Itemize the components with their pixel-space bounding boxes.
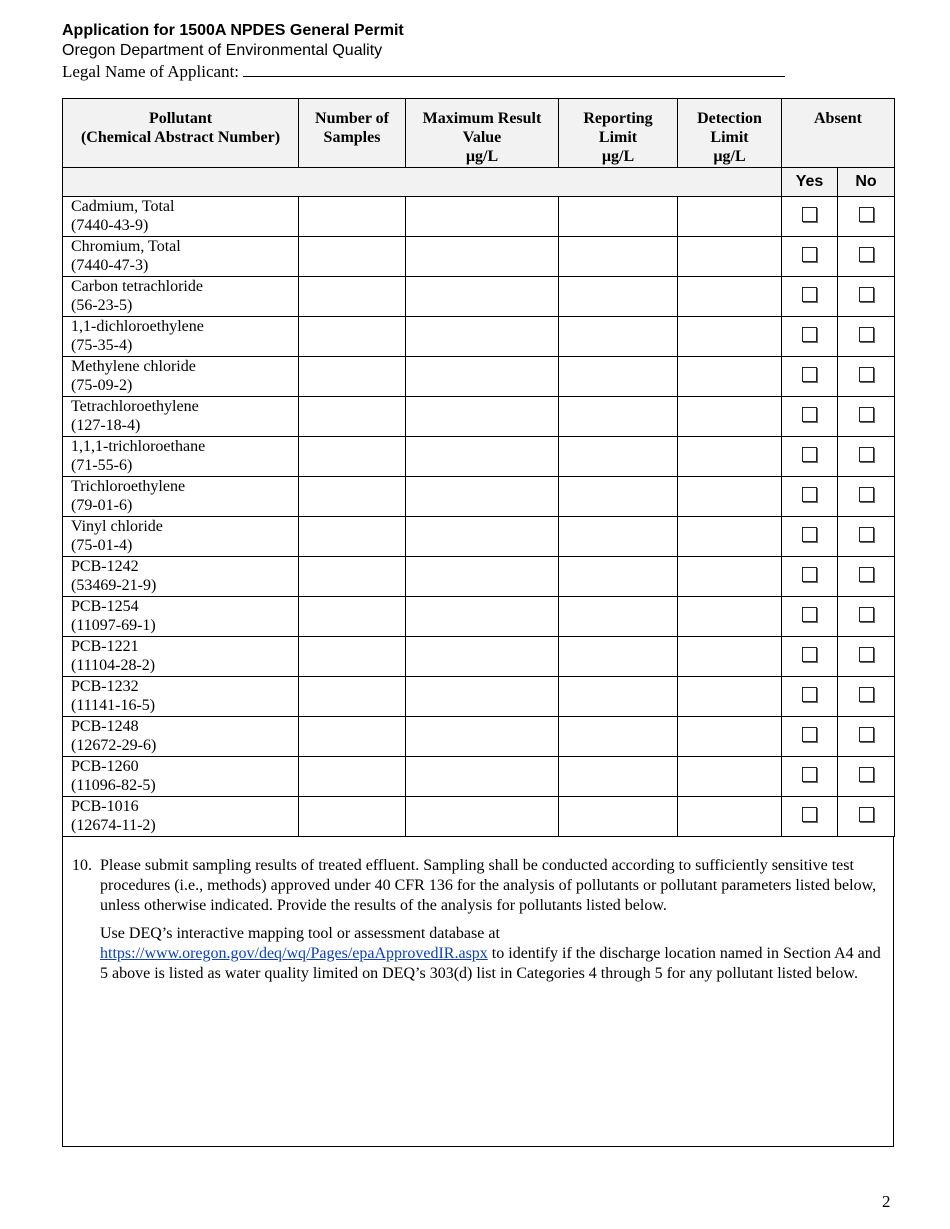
header-no: No <box>838 168 895 197</box>
max-result-input[interactable] <box>406 437 559 477</box>
absent-no-checkbox[interactable] <box>859 727 874 742</box>
absent-yes-checkbox[interactable] <box>802 527 817 542</box>
pollutant-row <box>63 477 895 517</box>
samples-input[interactable] <box>299 797 406 837</box>
instructions-paragraph-2 <box>100 924 890 984</box>
pollutant-name: 1,1-dichloroethylene <box>71 318 204 335</box>
detection-limit-input[interactable] <box>678 237 782 277</box>
pollutant-name: PCB-1254 <box>71 598 139 615</box>
header-reporting-line1: Reporting <box>583 110 653 127</box>
absent-no-cell <box>838 397 895 437</box>
pollutant-name: Cadmium, Total <box>71 198 175 215</box>
absent-no-cell <box>838 557 895 597</box>
max-result-input[interactable] <box>406 757 559 797</box>
absent-no-checkbox[interactable] <box>859 287 874 302</box>
pollutant-name: 1,1,1-trichloroethane <box>71 438 206 455</box>
absent-no-cell <box>838 357 895 397</box>
samples-input[interactable] <box>299 317 406 357</box>
reporting-limit-input[interactable] <box>559 797 678 837</box>
pollutant-cas-number: (127-18-4) <box>71 417 141 434</box>
pollutant-cas-number: (71-55-6) <box>71 457 133 474</box>
reporting-limit-input[interactable] <box>559 357 678 397</box>
absent-yes-cell <box>782 357 838 397</box>
absent-no-checkbox[interactable] <box>859 527 874 542</box>
pollutant-name-cell <box>63 197 299 237</box>
pollutant-row <box>63 277 895 317</box>
instructions-p2-intro: Use DEQ’s interactive mapping tool or assessment database at <box>100 925 500 942</box>
reporting-limit-input[interactable] <box>559 757 678 797</box>
legal-name-label: Legal Name of Applicant: <box>62 62 240 81</box>
instructions-box <box>62 836 894 1147</box>
pollutant-row <box>63 597 895 637</box>
detection-limit-input[interactable] <box>678 277 782 317</box>
absent-yes-checkbox[interactable] <box>802 767 817 782</box>
absent-yes-cell <box>782 677 838 717</box>
max-result-input[interactable] <box>406 317 559 357</box>
absent-no-checkbox[interactable] <box>859 647 874 662</box>
absent-no-cell <box>838 717 895 757</box>
absent-no-checkbox[interactable] <box>859 367 874 382</box>
max-result-input[interactable] <box>406 717 559 757</box>
max-result-input[interactable] <box>406 197 559 237</box>
samples-input[interactable] <box>299 557 406 597</box>
instructions-paragraph-1: Please submit sampling results of treated effluent. Sampling shall be conducted according to sufficiently sensitive test procedures (i.e., methods) approved under 40 CFR 136 for the analysis of pollutants or pollutant parameters listed below, unless otherwise indicated. Provide the results of the analysis for pollutants listed below. <box>100 857 877 914</box>
absent-yes-checkbox[interactable] <box>802 807 817 822</box>
pollutant-table <box>62 98 895 837</box>
pollutant-row <box>63 437 895 477</box>
reporting-limit-input[interactable] <box>559 277 678 317</box>
absent-yes-cell <box>782 637 838 677</box>
pollutant-cas-number: (11104-28-2) <box>71 657 156 674</box>
header-detection-line2: Limit <box>710 129 749 146</box>
pollutant-row <box>63 717 895 757</box>
samples-input[interactable] <box>299 277 406 317</box>
absent-no-checkbox[interactable] <box>859 607 874 622</box>
pollutant-name: Methylene chloride <box>71 358 196 375</box>
absent-no-cell <box>838 757 895 797</box>
reporting-limit-input[interactable] <box>559 717 678 757</box>
header-detection-limit <box>678 99 782 168</box>
absent-yes-cell <box>782 597 838 637</box>
max-result-input[interactable] <box>406 397 559 437</box>
samples-input[interactable] <box>299 397 406 437</box>
detection-limit-input[interactable] <box>678 437 782 477</box>
absent-yes-checkbox[interactable] <box>802 647 817 662</box>
reporting-limit-input[interactable] <box>559 237 678 277</box>
pollutant-name: Trichloroethylene <box>71 478 186 495</box>
pollutant-cas-number: (11097-69-1) <box>71 617 156 634</box>
absent-yes-checkbox[interactable] <box>802 247 817 262</box>
detection-limit-input[interactable] <box>678 757 782 797</box>
pollutant-name-cell <box>63 397 299 437</box>
pollutant-name: PCB-1260 <box>71 758 139 775</box>
max-result-input[interactable] <box>406 277 559 317</box>
absent-no-checkbox[interactable] <box>859 487 874 502</box>
absent-no-checkbox[interactable] <box>859 247 874 262</box>
absent-no-checkbox[interactable] <box>859 447 874 462</box>
detection-limit-input[interactable] <box>678 557 782 597</box>
pollutant-name-cell <box>63 677 299 717</box>
pollutant-name-cell <box>63 717 299 757</box>
max-result-input[interactable] <box>406 797 559 837</box>
detection-limit-input[interactable] <box>678 677 782 717</box>
absent-yes-cell <box>782 757 838 797</box>
pollutant-name-cell <box>63 477 299 517</box>
pollutant-name-cell <box>63 437 299 477</box>
absent-no-checkbox[interactable] <box>859 567 874 582</box>
absent-yes-checkbox[interactable] <box>802 327 817 342</box>
pollutant-row <box>63 397 895 437</box>
header-detection-unit: µg/L <box>713 148 746 165</box>
absent-no-cell <box>838 797 895 837</box>
legal-name-row <box>62 61 785 82</box>
absent-no-cell <box>838 677 895 717</box>
pollutant-name: PCB-1016 <box>71 798 139 815</box>
header-samples-line1: Number of <box>315 110 389 127</box>
pollutant-row <box>63 757 895 797</box>
pollutant-cas-number: (11141-16-5) <box>71 697 156 714</box>
pollutant-name: Vinyl chloride <box>71 518 163 535</box>
pollutant-name-cell <box>63 637 299 677</box>
pollutant-name: Chromium, Total <box>71 238 181 255</box>
detection-limit-input[interactable] <box>678 717 782 757</box>
pollutant-row <box>63 517 895 557</box>
pollutant-cas-number: (75-01-4) <box>71 537 133 554</box>
pollutant-name-cell <box>63 757 299 797</box>
absent-no-checkbox[interactable] <box>859 767 874 782</box>
absent-yes-checkbox[interactable] <box>802 287 817 302</box>
pollutant-cas-number: (75-09-2) <box>71 377 133 394</box>
absent-yes-cell <box>782 317 838 357</box>
yes-no-spacer <box>63 168 782 197</box>
samples-input[interactable] <box>299 637 406 677</box>
max-result-input[interactable] <box>406 677 559 717</box>
header-reporting-unit: µg/L <box>601 148 635 165</box>
detection-limit-input[interactable] <box>678 637 782 677</box>
absent-no-checkbox[interactable] <box>859 327 874 342</box>
detection-limit-input[interactable] <box>678 517 782 557</box>
max-result-input[interactable] <box>406 597 559 637</box>
absent-no-checkbox[interactable] <box>859 207 874 222</box>
max-result-input[interactable] <box>406 477 559 517</box>
reporting-limit-input[interactable] <box>559 557 678 597</box>
absent-yes-checkbox[interactable] <box>802 407 817 422</box>
absent-no-cell <box>838 317 895 357</box>
absent-yes-checkbox[interactable] <box>802 367 817 382</box>
detection-limit-input[interactable] <box>678 477 782 517</box>
samples-input[interactable] <box>299 477 406 517</box>
detection-limit-input[interactable] <box>678 597 782 637</box>
pollutant-cas-number: (75-35-4) <box>71 337 133 354</box>
reporting-limit-input[interactable] <box>559 637 678 677</box>
absent-yes-cell <box>782 397 838 437</box>
reporting-limit-input[interactable] <box>559 397 678 437</box>
absent-no-cell <box>838 637 895 677</box>
pollutant-cas-number: (53469-21-9) <box>71 577 157 594</box>
header-max-result-line2: Value <box>462 129 502 146</box>
header-max-result-line1: Maximum Result <box>422 110 542 127</box>
pollutant-cas-number: (12672-29-6) <box>71 737 157 754</box>
detection-limit-input[interactable] <box>678 797 782 837</box>
samples-input[interactable] <box>299 237 406 277</box>
pollutant-row <box>63 237 895 277</box>
reporting-limit-input[interactable] <box>559 517 678 557</box>
pollutant-name: PCB-1242 <box>71 558 139 575</box>
absent-yes-checkbox[interactable] <box>802 727 817 742</box>
header-pollutant-line2: (Chemical Abstract Number) <box>80 129 281 146</box>
absent-no-checkbox[interactable] <box>859 407 874 422</box>
header-absent: Absent <box>782 99 895 168</box>
detection-limit-input[interactable] <box>678 197 782 237</box>
reporting-limit-input[interactable] <box>559 437 678 477</box>
instructions-p2-rest: to identify if the discharge location named in Section A4 and 5 above is listed as water quality limited on DEQ’s 303(d) list in Categories 4 through 5 for any pollutant listed below. <box>100 945 881 982</box>
absent-no-cell <box>838 237 895 277</box>
samples-input[interactable] <box>299 597 406 637</box>
pollutant-name: Carbon tetrachloride <box>71 278 203 295</box>
pollutant-name-cell <box>63 517 299 557</box>
pollutant-cas-number: (56-23-5) <box>71 297 133 314</box>
detection-limit-input[interactable] <box>678 317 782 357</box>
max-result-input[interactable] <box>406 357 559 397</box>
pollutant-row <box>63 557 895 597</box>
absent-yes-checkbox[interactable] <box>802 567 817 582</box>
samples-input[interactable] <box>299 677 406 717</box>
header-pollutant <box>63 99 299 168</box>
pollutant-cas-number: (7440-47-3) <box>71 257 149 274</box>
pollutant-name-cell <box>63 557 299 597</box>
max-result-input[interactable] <box>406 237 559 277</box>
pollutant-cas-number: (12674-11-2) <box>71 817 156 834</box>
pollutant-name-cell <box>63 237 299 277</box>
absent-yes-checkbox[interactable] <box>802 447 817 462</box>
pollutant-row <box>63 197 895 237</box>
absent-yes-checkbox[interactable] <box>802 607 817 622</box>
absent-yes-cell <box>782 717 838 757</box>
absent-yes-cell <box>782 437 838 477</box>
pollutant-name-cell <box>63 277 299 317</box>
header-samples-line2: Samples <box>323 129 381 146</box>
absent-yes-cell <box>782 517 838 557</box>
absent-no-cell <box>838 277 895 317</box>
pollutant-row <box>63 677 895 717</box>
absent-yes-cell <box>782 197 838 237</box>
header-samples <box>299 99 406 168</box>
pollutant-name-cell <box>63 797 299 837</box>
legal-name-field[interactable] <box>243 61 785 77</box>
absent-yes-checkbox[interactable] <box>802 207 817 222</box>
pollutant-name: Tetrachloroethylene <box>71 398 199 415</box>
pollutant-name-cell <box>63 357 299 397</box>
absent-no-cell <box>838 437 895 477</box>
pollutant-row <box>63 797 895 837</box>
form-title: Application for 1500A NPDES General Permit <box>62 22 404 39</box>
item-number: 10. <box>72 857 92 874</box>
header-yes: Yes <box>782 168 838 197</box>
samples-input[interactable] <box>299 517 406 557</box>
pollutant-row <box>63 637 895 677</box>
header-max-result <box>406 99 559 168</box>
header-pollutant-line1: Pollutant <box>148 110 213 127</box>
pollutant-row <box>63 317 895 357</box>
header-reporting-limit <box>559 99 678 168</box>
pollutant-name: PCB-1232 <box>71 678 139 695</box>
pollutant-cas-number: (79-01-6) <box>71 497 133 514</box>
pollutant-row <box>63 357 895 397</box>
samples-input[interactable] <box>299 717 406 757</box>
reporting-limit-input[interactable] <box>559 197 678 237</box>
detection-limit-input[interactable] <box>678 357 782 397</box>
samples-input[interactable] <box>299 757 406 797</box>
pollutant-cas-number: (11096-82-5) <box>71 777 156 794</box>
deq-assessment-link[interactable]: https://www.oregon.gov/deq/wq/Pages/epaApprovedIR.aspx <box>100 945 488 962</box>
header-detection-line1: Detection <box>697 110 762 127</box>
department-name: Oregon Department of Environmental Quality <box>62 42 383 59</box>
detection-limit-input[interactable] <box>678 397 782 437</box>
max-result-input[interactable] <box>406 637 559 677</box>
absent-yes-cell <box>782 557 838 597</box>
absent-no-cell <box>838 197 895 237</box>
max-result-input[interactable] <box>406 517 559 557</box>
absent-no-checkbox[interactable] <box>859 807 874 822</box>
reporting-limit-input[interactable] <box>559 317 678 357</box>
max-result-input[interactable] <box>406 557 559 597</box>
absent-yes-cell <box>782 477 838 517</box>
absent-no-checkbox[interactable] <box>859 687 874 702</box>
absent-no-cell <box>838 517 895 557</box>
samples-input[interactable] <box>299 437 406 477</box>
pollutant-name-cell <box>63 597 299 637</box>
absent-yes-checkbox[interactable] <box>802 487 817 502</box>
pollutant-name: PCB-1248 <box>71 718 139 735</box>
pollutant-cas-number: (7440-43-9) <box>71 217 149 234</box>
reporting-limit-input[interactable] <box>559 477 678 517</box>
yes-no-header-row <box>63 168 895 197</box>
reporting-limit-input[interactable] <box>559 677 678 717</box>
header-reporting-line2: Limit <box>598 129 638 146</box>
absent-no-cell <box>838 477 895 517</box>
absent-no-cell <box>838 597 895 637</box>
absent-yes-cell <box>782 277 838 317</box>
page-number: 2 <box>882 1192 891 1211</box>
reporting-limit-input[interactable] <box>559 597 678 637</box>
samples-input[interactable] <box>299 357 406 397</box>
absent-yes-cell <box>782 237 838 277</box>
absent-yes-checkbox[interactable] <box>802 687 817 702</box>
samples-input[interactable] <box>299 197 406 237</box>
header-max-result-unit: µg/L <box>465 148 499 165</box>
pollutant-name: PCB-1221 <box>71 638 139 655</box>
pollutant-name-cell <box>63 317 299 357</box>
absent-yes-cell <box>782 797 838 837</box>
